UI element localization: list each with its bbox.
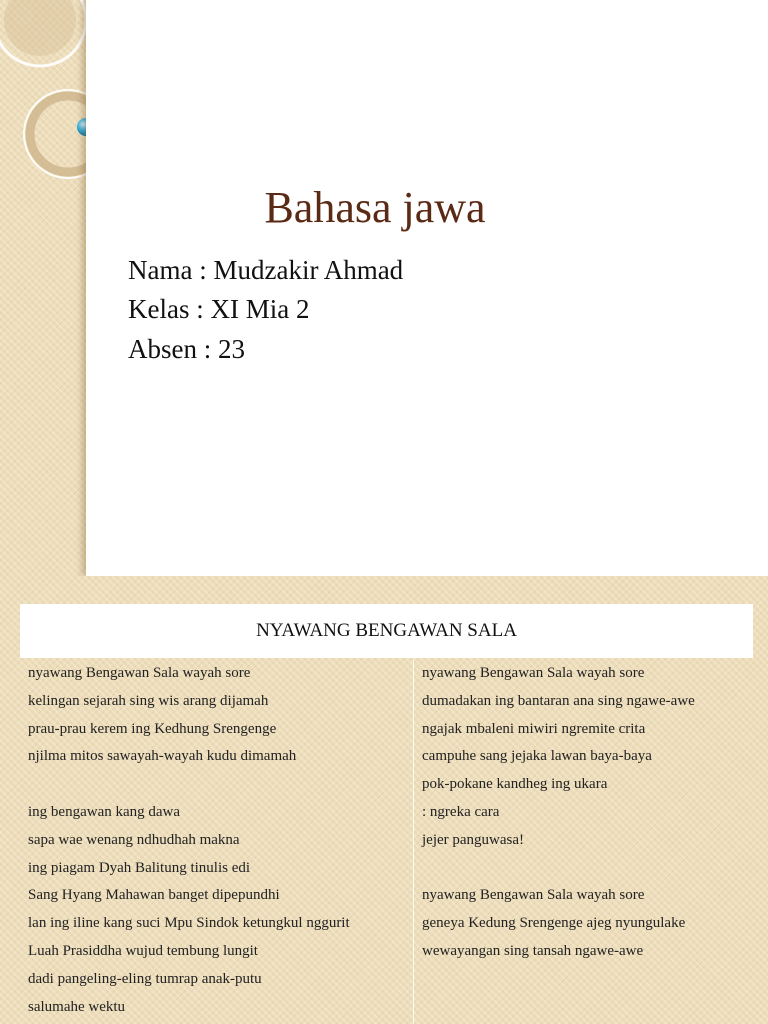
poem-line: jejer panguwasa! [422,831,525,848]
slide-title: Bahasa jawa [264,183,486,232]
poem-line: sapa wae wenang ndhudhah makna [28,831,240,848]
poem-line: lan ing iline kang suci Mpu Sindok ketungkul nggurit [28,915,350,932]
poem-slide [0,576,768,1024]
info-name: Nama : Mudzakir Ahmad [128,255,404,285]
poem-line: kelingan sejarah sing wis arang dijamah [28,692,269,709]
poem-line: nyawang Bengawan Sala wayah sore [422,887,645,904]
content-panel [86,0,768,576]
poem-line: nyawang Bengawan Sala wayah sore [28,665,251,681]
poem-line: njilma mitos sawayah-wayah kudu dimamah [28,748,297,765]
info-class: Kelas : XI Mia 2 [128,294,310,324]
poem-title: NYAWANG BENGAWAN SALA [20,604,753,658]
poem-line: wewayangan sing tansah ngawe-awe [422,942,644,959]
poem-line: dumadakan ing bantaran ana sing ngawe-awe [422,692,695,709]
poem-line: Sang Hyang Mahawan banget dipepundhi [28,887,280,904]
poem-line: geneya Kedung Srengenge ajeg nyungulake [422,915,686,932]
poem-column-right [414,660,753,1024]
poem-line [414,855,753,883]
poem-line: ngajak mbaleni miwiri ngremite crita [422,720,646,737]
poem-line: nyawang Bengawan Sala wayah sore [422,665,645,681]
poem-line: pok-pokane kandheg ing ukara [422,776,608,793]
poem-column-left [20,660,413,1024]
poem-line: Luah Prasiddha wujud tembung lungit [28,942,258,959]
poem-line [20,771,413,799]
poem-line: ing piagam Dyah Balitung tinulis edi [28,859,251,876]
info-attendance: Absen : 23 [128,334,245,364]
poem-line: prau-prau kerem ing Kedhung Srengenge [28,720,277,737]
poem-line: ing bengawan kang dawa [28,803,181,820]
poem-line: salumahe wektu [28,998,126,1015]
poem-line: campuhe sang jejaka lawan baya-baya [422,748,652,765]
poem-line: dadi pangeling-eling tumrap anak-putu [28,970,262,987]
poem-line: : ngreka cara [422,803,500,820]
